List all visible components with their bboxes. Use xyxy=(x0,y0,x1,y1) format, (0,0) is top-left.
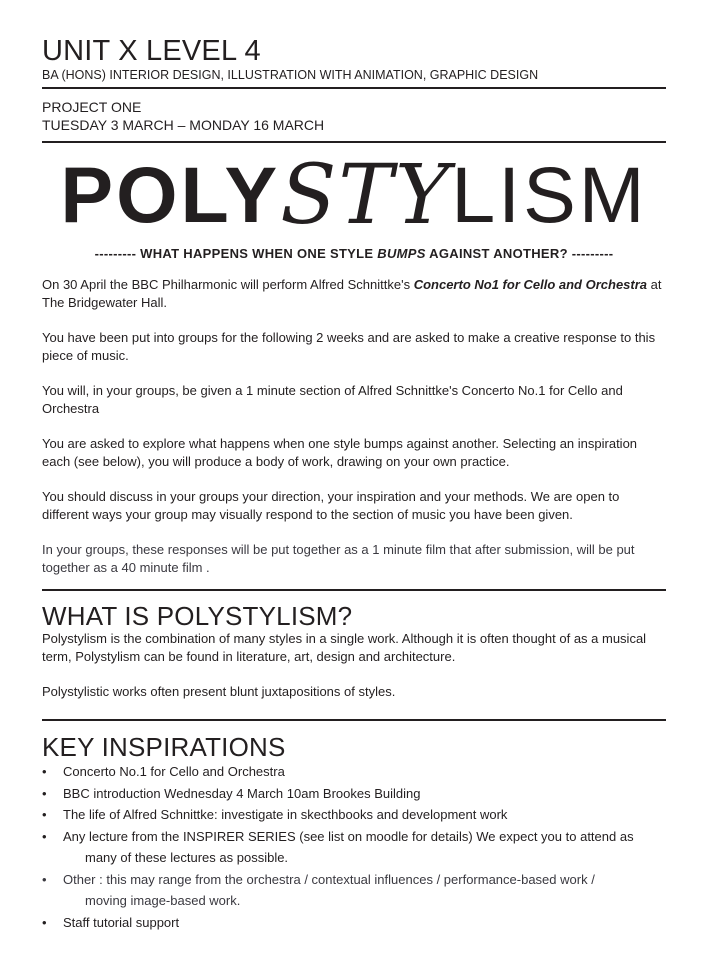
tagline xyxy=(42,245,666,263)
document-page xyxy=(42,36,666,933)
inspiration-list xyxy=(42,761,666,933)
list-item-text: Staff tutorial support xyxy=(63,914,180,930)
what-paragraph-2: Polystylistic works often present blunt juxtapositions of styles. xyxy=(42,684,396,699)
tagline-before: --------- WHAT HAPPENS WHEN ONE STYLE xyxy=(94,246,378,261)
list-item xyxy=(42,826,666,869)
concerto-title: Concerto No1 for Cello and Orchestra xyxy=(413,277,648,292)
project-label: PROJECT ONE xyxy=(42,99,142,115)
list-item-text: Other : this may range from the orchestra / contextual influences / performance-based work / xyxy=(63,871,595,887)
polystylism-banner xyxy=(42,145,666,245)
bullet: • xyxy=(42,828,47,844)
list-item xyxy=(42,783,666,805)
what-heading: WHAT IS POLYSTYLISM? xyxy=(42,601,353,631)
intro-paragraph-4: You are asked to explore what happens when one style bumps against another. Selecting an inspiration each (see below), you will produce a body of work, drawing on your own practice. xyxy=(42,436,638,469)
intro-paragraph-2: You have been put into groups for the following 2 weeks and are asked to make a creative response to this piece of music. xyxy=(42,330,656,363)
list-item xyxy=(42,869,666,912)
course-subtitle: BA (HONS) INTERIOR DESIGN, ILLUSTRATION WITH ANIMATION, GRAPHIC DESIGN xyxy=(42,68,539,82)
intro-paragraph-3: You will, in your groups, be given a 1 minute section of Alfred Schnittke's Concerto No.1 for Cello and Orchestra xyxy=(42,383,623,416)
banner-part-sty: STY xyxy=(280,147,452,243)
unit-title: UNIT X LEVEL 4 xyxy=(42,35,261,67)
tagline-emphasis: BUMPS xyxy=(377,246,426,261)
list-item xyxy=(42,912,666,934)
intro-p1-before: On 30 April the BBC Philharmonic will perform Alfred Schnittke's xyxy=(42,277,414,292)
intro-paragraph-6: In your groups, these responses will be put together as a 1 minute film that after submission, will be put together as a 40 minute film . xyxy=(42,542,635,575)
divider-2 xyxy=(42,141,666,143)
intro-paragraph-1 xyxy=(42,276,666,312)
project-dates: TUESDAY 3 MARCH – MONDAY 16 MARCH xyxy=(42,117,325,133)
list-item-text: BBC introduction Wednesday 4 March 10am Brookes Building xyxy=(63,785,421,801)
list-item xyxy=(42,761,666,783)
bullet: • xyxy=(42,807,47,822)
list-item-text: Any lecture from the INSPIRER SERIES (see list on moodle for details) We expect you to attend as xyxy=(63,828,634,844)
tagline-after: AGAINST ANOTHER? --------- xyxy=(425,246,614,261)
what-paragraph-1: Polystylism is the combination of many styles in a single work. Although it is often thought of as a musical term, Polystylism can be found in literature, art, design and architecture. xyxy=(42,631,647,664)
list-item xyxy=(42,804,666,826)
list-item-text: The life of Alfred Schnittke: investigate in skecthbooks and development work xyxy=(63,807,508,822)
bullet: • xyxy=(42,785,47,801)
banner-part-poly: POLY xyxy=(60,150,281,239)
intro-p1-after: at The Bridgewater Hall. xyxy=(42,277,662,310)
list-item-text: Concerto No.1 for Cello and Orchestra xyxy=(63,764,285,779)
bullet: • xyxy=(42,871,47,887)
intro-paragraph-5: You should discuss in your groups your direction, your inspiration and your methods. We are open to different ways your group may visually respond to the section of music you have been given. xyxy=(42,489,620,522)
list-item-continuation: many of these lectures as possible. xyxy=(85,850,289,865)
list-item-continuation: moving image-based work. xyxy=(85,893,241,908)
banner-part-lism: LISM xyxy=(451,150,648,239)
key-heading: KEY INSPIRATIONS xyxy=(42,732,286,762)
bullet: • xyxy=(42,764,47,779)
bullet: • xyxy=(42,914,47,930)
